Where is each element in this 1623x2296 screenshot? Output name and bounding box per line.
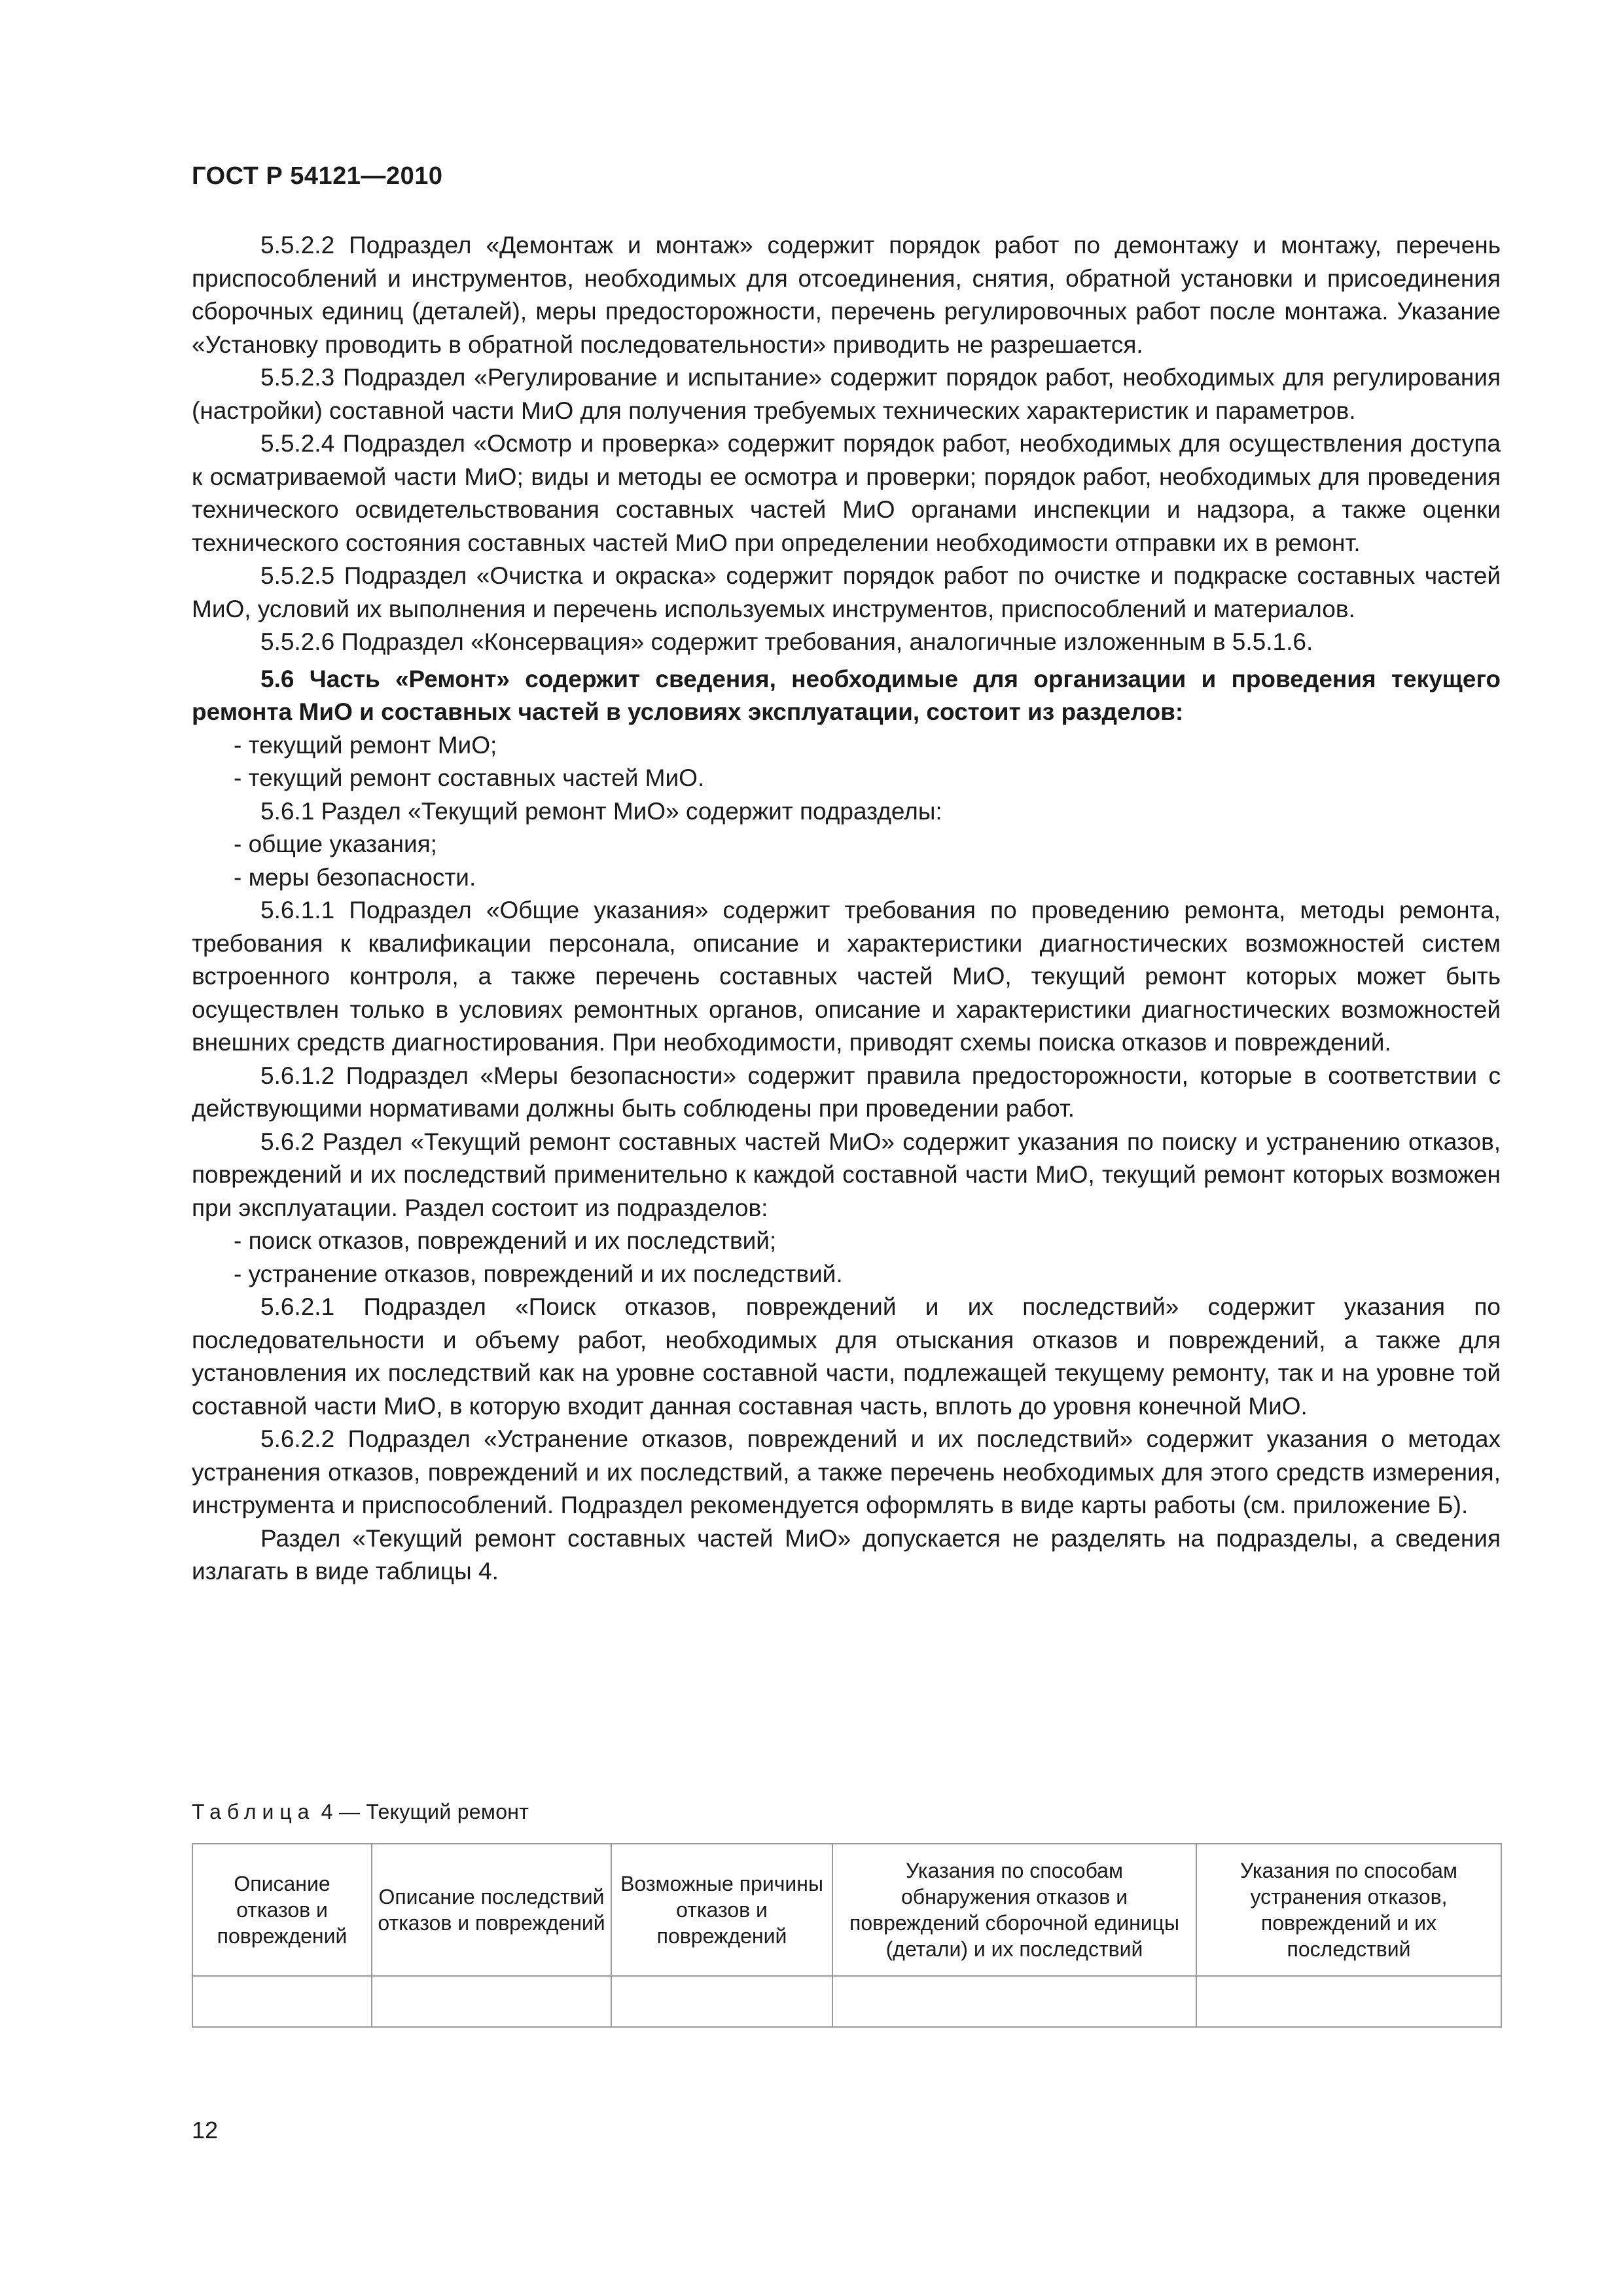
table-header-cell: Указания по способам обнаружения отказов и повреждений сборочной единицы (детали) и их последствий — [832, 1844, 1196, 1976]
paragraph-5-6-2-2: 5.6.2.2 Подраздел «Устранение отказов, повреждений и их последствий» содержит указания о методах устранения отказов, повреждений и их последствий, а также перечень необходимых для этого средств измерения, инструмента и приспособлений. Подраздел рекомендуется оформлять в виде карты работы (см. приложение Б). — [192, 1426, 1501, 1518]
table-4 — [192, 1843, 1502, 2028]
table-cell — [832, 1976, 1196, 2027]
paragraph-5-6-2-1: 5.6.2.1 Подраздел «Поиск отказов, повреждений и их последствий» содержит указания по последовательности и объему работ, необходимых для отыскания отказов и повреждений, а также для установления их последствий как на уровне составной части, подлежащей текущему ремонту, так и на уровне той составной части МиО, в которую входит данная составная часть, вплоть до уровня конечной МиО. — [192, 1293, 1501, 1420]
table-header-cell: Указания по способам устранения отказов, повреждений и их последствий — [1196, 1844, 1501, 1976]
paragraph-5-5-2-2: 5.5.2.2 Подраздел «Демонтаж и монтаж» содержит порядок работ по демонтажу и монтажу, перечень приспособлений и инструментов, необходимых для отсоединения, снятия, обратной установки и присоединения сборочных единиц (деталей), меры предосторожности, перечень регулировочных работ после монтажа. Указание «Установку проводить в обратной последовательности» приводить не разрешается. — [192, 232, 1501, 358]
list-item: - общие указания; — [234, 831, 437, 857]
paragraph-5-5-2-4: 5.5.2.4 Подраздел «Осмотр и проверка» содержит порядок работ, необходимых для осуществления доступа к осматриваемой части МиО; виды и методы ее осмотра и проверки; порядок работ, необходимых для проведения технического освидетельствования составных частей МиО органами инспекции и надзора, а также оценки технического состояния составных частей МиО при определении необходимости отправки их в ремонт. — [192, 430, 1501, 556]
paragraph-5-6-2: 5.6.2 Раздел «Текущий ремонт составных частей МиО» содержит указания по поиску и устранению отказов, повреждений и их последствий применительно к каждой составной части МиО, текущий ремонт которых возможен при эксплуатации. Раздел состоит из подразделов: — [192, 1128, 1501, 1221]
table-header-cell: Описание последствий отказов и повреждений — [372, 1844, 611, 1976]
table-caption — [192, 1800, 529, 1824]
table-caption-title: 4 — Текущий ремонт — [315, 1800, 529, 1823]
main-text — [192, 229, 1501, 1588]
list-item: - меры безопасности. — [234, 863, 476, 891]
paragraph-5-6-1-2: 5.6.1.2 Подраздел «Меры безопасности» содержит правила предосторожности, которые в соответствии с действующими нормативами должны быть соблюдены при проведении работ. — [192, 1062, 1501, 1122]
paragraph-5-5-2-5: 5.5.2.5 Подраздел «Очистка и окраска» содержит порядок работ по очистке и подкраске составных частей МиО, условий их выполнения и перечень используемых инструментов, приспособлений и материалов. — [192, 562, 1501, 622]
paragraph-5-5-2-3: 5.5.2.3 Подраздел «Регулирование и испытание» содержит порядок работ, необходимых для регулирования (настройки) составной части МиО для получения требуемых технических характеристик и параметров. — [192, 364, 1501, 424]
table-cell — [192, 1976, 372, 2027]
page-number: 12 — [192, 2117, 219, 2144]
list-item: - текущий ремонт МиО; — [234, 731, 497, 759]
paragraph-5-6-1-1: 5.6.1.1 Подраздел «Общие указания» содержит требования по проведению ремонта, методы ремонта, требования к квалификации персонала, описание и характеристики диагностических возможностей систем встроенного контроля, а также перечень составных частей МиО, текущий ремонт которых может быть осуществлен только в условиях ремонтных органов, описание и характеристики диагностических возможностей внешних средств диагностирования. При необходимости, приводят схемы поиска отказов и повреждений. — [192, 897, 1501, 1056]
table-row — [192, 1976, 1501, 2027]
table-caption-label: Таблица — [192, 1800, 315, 1823]
table-header-cell: Возможные причины отказов и повреждений — [611, 1844, 832, 1976]
paragraph-5-5-2-6: 5.5.2.6 Подраздел «Консервация» содержит требования, аналогичные изложенным в 5.5.1.6. — [260, 628, 1313, 655]
table-header-row — [192, 1844, 1501, 1976]
list-item: - поиск отказов, повреждений и их последствий; — [234, 1227, 777, 1254]
paragraph-final: Раздел «Текущий ремонт составных частей МиО» допускается не разделять на подразделы, а сведения излагать в виде таблицы 4. — [192, 1524, 1501, 1585]
paragraph-5-6-1: 5.6.1 Раздел «Текущий ремонт МиО» содержит подразделы: — [260, 797, 942, 825]
list-item: - текущий ремонт составных частей МиО. — [234, 764, 705, 791]
table-header-cell: Описание отказов и повреждений — [192, 1844, 372, 1976]
table-cell — [611, 1976, 832, 2027]
list-item: - устранение отказов, повреждений и их последствий. — [234, 1260, 843, 1287]
paragraph-5-6: 5.6 Часть «Ремонт» содержит сведения, необходимые для организации и проведения текущего ремонта МиО и составных частей в условиях эксплуатации, состоит из разделов: — [192, 665, 1501, 725]
table-cell — [1196, 1976, 1501, 2027]
document-header: ГОСТ Р 54121—2010 — [192, 162, 443, 190]
table-cell — [372, 1976, 611, 2027]
